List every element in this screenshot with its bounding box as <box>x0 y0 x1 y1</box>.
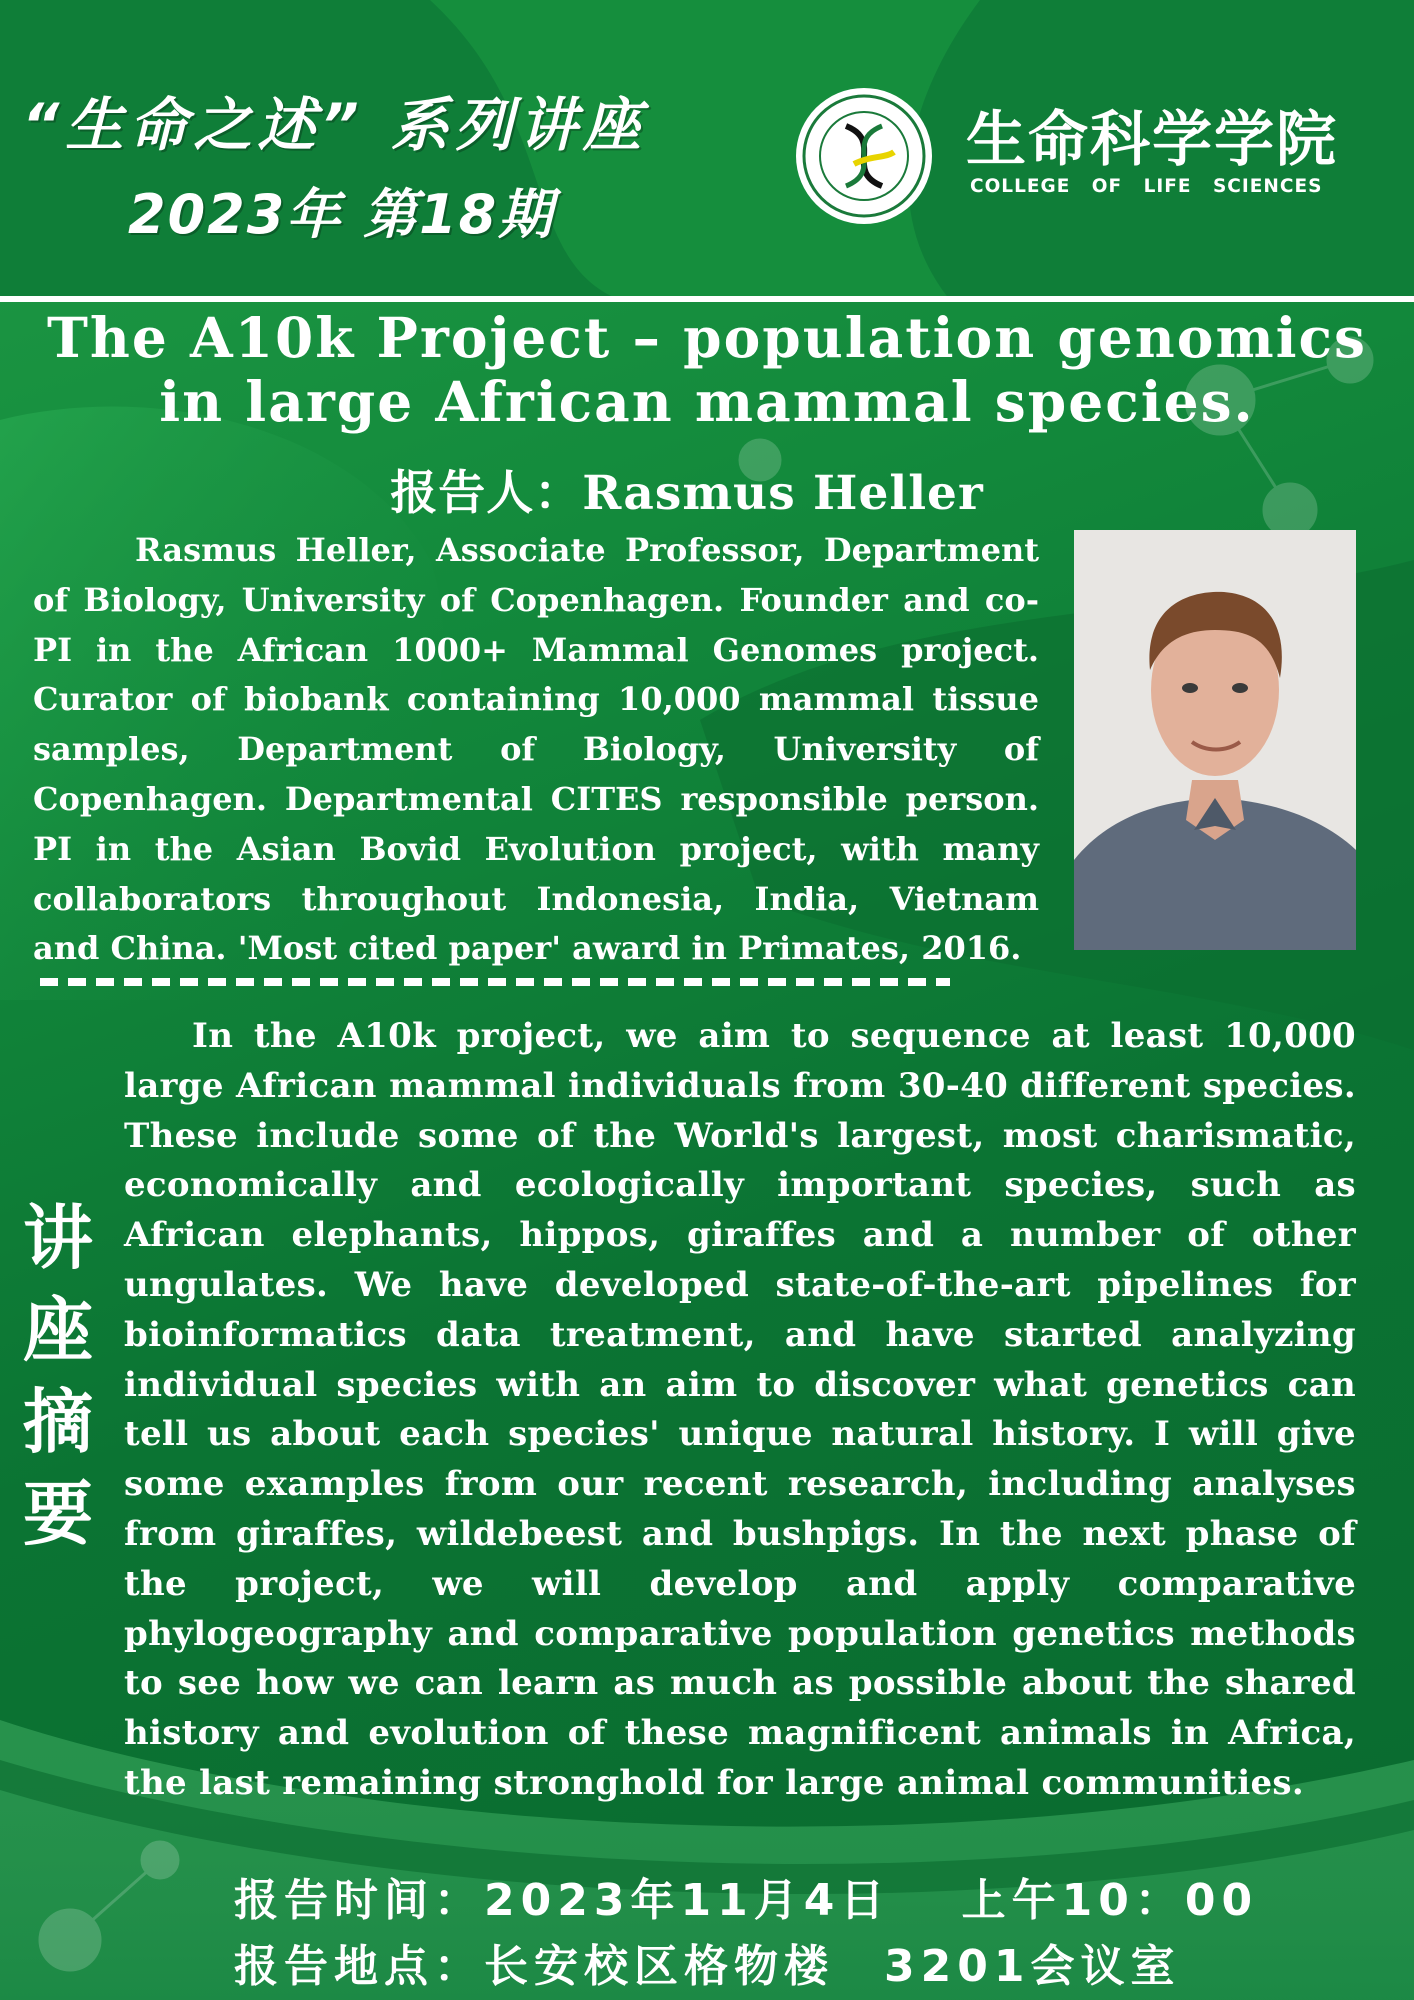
abstract-text: In the A10k project, we aim to sequence at least 10,000 large African mammal individuals from 30-40 different species. These include some of the World's largest, most charismatic, economically and ecologically important species, such as African elephants, hippos, giraffes and a number of other ungulates. We have developed state-of-the-art pipelines for bioinformatics data treatment, and have started analyzing individual species with an aim to discover what genetics can tell us about each species' unique natural history. I will give some examples from our recent research, including analyses from giraffes, wildebeest and bushpigs. In the next phase of the project, we will develop and apply comparative phylogeography and comparative population genetics methods to see how we can learn as much as possible about the shared history and evolution of these magnificent animals in Africa, the last remaining stronghold for large animal communities. <box>124 1016 1356 1803</box>
college-name-cn: 生命科学学院 <box>966 105 1338 175</box>
talk-time <box>234 1864 1258 1928</box>
place-label: 报告地点： <box>234 1941 484 1992</box>
speaker-line <box>0 456 1374 523</box>
speaker-portrait-icon <box>1074 530 1356 950</box>
issue-number: 2023年 第18期 <box>128 183 555 246</box>
college-logo <box>794 86 934 226</box>
abstract-label: 讲座摘要 <box>23 1197 93 1555</box>
speaker-bio: Rasmus Heller, Associate Professor, Department of Biology, University of Copenhagen. Founder and co-PI in the African 1000+ Mammal Genomes project. Curator of biobank containing 10,000 mammal tissue samples, Department of Biology, University of Copenhagen. Departmental CITES responsible person. PI in the Asian Bovid Evolution project, with many collaborators throughout Indonesia, India, Vietnam and China. 'Most cited paper' award in Primates, 2016. <box>33 531 1039 968</box>
speaker-name: Rasmus Heller <box>582 466 984 521</box>
talk-title: The A10k Project – population genomics in large African mammal species. <box>46 305 1368 434</box>
speaker-label: 报告人： <box>390 466 583 521</box>
talk-location <box>234 1930 1180 1994</box>
time-label: 报告时间： <box>234 1875 484 1926</box>
place-value: 长安校区格物楼 3201会议室 <box>484 1941 1181 1992</box>
section-divider <box>40 978 950 986</box>
speaker-photo <box>1074 530 1356 950</box>
time-value: 2023年11月4日 上午10：00 <box>484 1875 1259 1926</box>
college-name-en: COLLEGE OF LIFE SCIENCES <box>970 176 1323 197</box>
series-title: “生命之述” 系列讲座 <box>22 91 647 159</box>
header-divider <box>0 296 1414 302</box>
